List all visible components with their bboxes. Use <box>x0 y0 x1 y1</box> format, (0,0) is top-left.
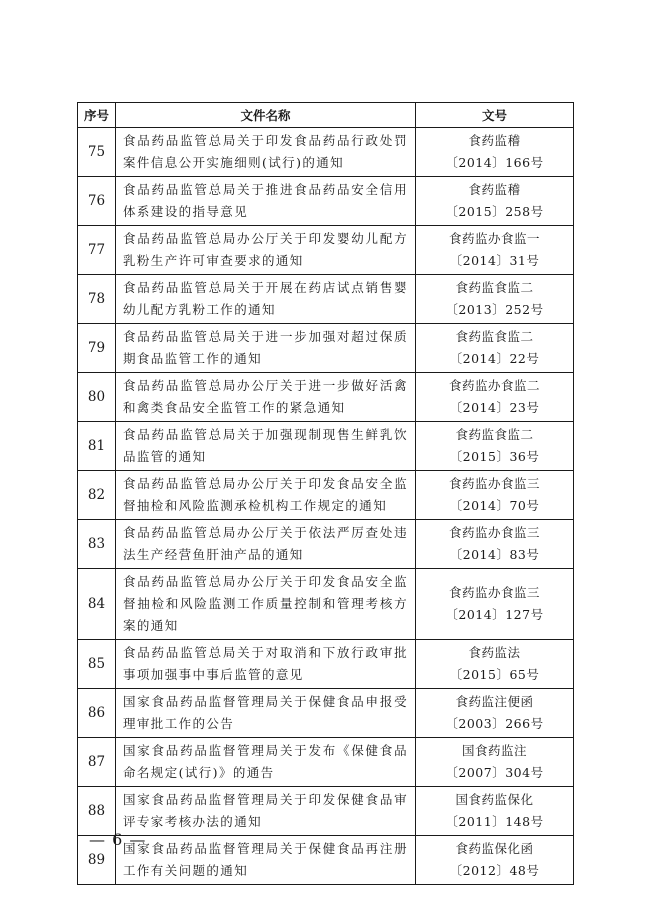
row-document-code <box>416 520 574 569</box>
table-row <box>78 373 574 422</box>
row-document-name: 食品药品监管总局关于开展在药店试点销售婴幼儿配方乳粉工作的通知 <box>116 275 416 324</box>
row-document-code <box>416 324 574 373</box>
header-serial-number: 序号 <box>78 103 116 128</box>
document-code-prefix: 食药监食监二 <box>455 329 534 344</box>
header-document-name: 文件名称 <box>116 103 416 128</box>
row-document-code <box>416 471 574 520</box>
document-code-prefix: 食药监稽 <box>468 133 521 148</box>
row-document-name: 食品药品监管总局办公厅关于印发婴幼儿配方乳粉生产许可审查要求的通知 <box>116 226 416 275</box>
row-serial-number: 89 <box>78 836 116 885</box>
row-serial-number: 82 <box>78 471 116 520</box>
document-code-prefix: 国食药监保化 <box>455 792 534 807</box>
row-serial-number: 79 <box>78 324 116 373</box>
document-code-number: 〔2015〕36号 <box>449 449 540 464</box>
row-serial-number: 77 <box>78 226 116 275</box>
table-row <box>78 177 574 226</box>
document-code-prefix: 食药监办食监三 <box>448 476 540 491</box>
row-document-name: 国家食品药品监督管理局关于保健食品申报受理审批工作的公告 <box>116 689 416 738</box>
row-document-code <box>416 569 574 640</box>
document-code-number: 〔2013〕252号 <box>445 302 544 317</box>
document-code-number: 〔2014〕83号 <box>449 547 540 562</box>
document-code-number: 〔2007〕304号 <box>445 765 544 780</box>
document-code-number: 〔2014〕23号 <box>449 400 540 415</box>
document-code-prefix: 食药监保化函 <box>455 841 534 856</box>
table-row <box>78 569 574 640</box>
row-document-name: 国家食品药品监督管理局关于印发保健食品审评专家考核办法的通知 <box>116 787 416 836</box>
row-document-code <box>416 689 574 738</box>
row-serial-number: 75 <box>78 128 116 177</box>
table-row <box>78 275 574 324</box>
table-row <box>78 787 574 836</box>
document-code-prefix: 食药监法 <box>468 645 521 660</box>
row-document-code <box>416 177 574 226</box>
table-row <box>78 738 574 787</box>
row-serial-number: 84 <box>78 569 116 640</box>
row-serial-number: 87 <box>78 738 116 787</box>
row-document-name: 食品药品监管总局办公厅关于印发食品安全监督抽检和风险监测承检机构工作规定的通知 <box>116 471 416 520</box>
row-document-code <box>416 836 574 885</box>
document-table <box>77 102 574 885</box>
document-code-prefix: 国食药监注 <box>461 743 527 758</box>
document-code-prefix: 食药监稽 <box>468 182 521 197</box>
document-code-number: 〔2014〕70号 <box>449 498 540 513</box>
row-document-code <box>416 128 574 177</box>
document-code-prefix: 食药监办食监二 <box>448 378 540 393</box>
row-document-name: 食品药品监管总局关于进一步加强对超过保质期食品监管工作的通知 <box>116 324 416 373</box>
document-code-prefix: 食药监办食监三 <box>448 585 540 600</box>
document-code-number: 〔2014〕31号 <box>449 253 540 268</box>
table-row <box>78 640 574 689</box>
document-code-number: 〔2012〕48号 <box>449 863 540 878</box>
document-code-prefix: 食药监食监二 <box>455 280 534 295</box>
row-document-code <box>416 640 574 689</box>
row-document-code <box>416 422 574 471</box>
row-document-code <box>416 373 574 422</box>
row-document-name: 食品药品监管总局关于印发食品药品行政处罚案件信息公开实施细则(试行)的通知 <box>116 128 416 177</box>
table-body <box>78 128 574 885</box>
table-header-row <box>78 103 574 128</box>
row-serial-number: 86 <box>78 689 116 738</box>
row-serial-number: 81 <box>78 422 116 471</box>
row-serial-number: 85 <box>78 640 116 689</box>
row-document-name: 食品药品监管总局办公厅关于印发食品安全监督抽检和风险监测工作质量控制和管理考核方案的通知 <box>116 569 416 640</box>
row-document-code <box>416 226 574 275</box>
row-document-name: 食品药品监管总局关于对取消和下放行政审批事项加强事中事后监管的意见 <box>116 640 416 689</box>
table-row <box>78 422 574 471</box>
document-code-number: 〔2014〕166号 <box>445 155 544 170</box>
table-row <box>78 226 574 275</box>
document-code-number: 〔2014〕127号 <box>445 607 544 622</box>
document-code-prefix: 食药监注便函 <box>455 694 534 709</box>
row-document-name: 食品药品监管总局关于加强现制现售生鲜乳饮品监管的通知 <box>116 422 416 471</box>
table-row <box>78 520 574 569</box>
page-number: — 6 — <box>89 830 147 849</box>
row-document-code <box>416 787 574 836</box>
row-serial-number: 83 <box>78 520 116 569</box>
row-serial-number: 80 <box>78 373 116 422</box>
table-row <box>78 324 574 373</box>
table-row <box>78 689 574 738</box>
document-code-prefix: 食药监办食监三 <box>448 525 540 540</box>
row-document-name: 国家食品药品监督管理局关于发布《保健食品命名规定(试行)》的通告 <box>116 738 416 787</box>
row-document-code <box>416 738 574 787</box>
table-row <box>78 471 574 520</box>
header-document-code: 文号 <box>416 103 574 128</box>
table-row <box>78 836 574 885</box>
row-document-name: 国家食品药品监督管理局关于保健食品再注册工作有关问题的通知 <box>116 836 416 885</box>
document-code-number: 〔2011〕148号 <box>445 814 544 829</box>
document-code-prefix: 食药监办食监一 <box>448 231 540 246</box>
row-serial-number: 78 <box>78 275 116 324</box>
row-serial-number: 76 <box>78 177 116 226</box>
row-document-name: 食品药品监管总局办公厅关于进一步做好活禽和禽类食品安全监管工作的紧急通知 <box>116 373 416 422</box>
document-code-number: 〔2014〕22号 <box>449 351 540 366</box>
document-code-number: 〔2015〕258号 <box>445 204 544 219</box>
document-code-number: 〔2015〕65号 <box>449 667 540 682</box>
table-row <box>78 128 574 177</box>
row-serial-number: 88 <box>78 787 116 836</box>
document-code-number: 〔2003〕266号 <box>445 716 544 731</box>
row-document-name: 食品药品监管总局办公厅关于依法严厉查处违法生产经营鱼肝油产品的通知 <box>116 520 416 569</box>
row-document-name: 食品药品监管总局关于推进食品药品安全信用体系建设的指导意见 <box>116 177 416 226</box>
document-code-prefix: 食药监食监二 <box>455 427 534 442</box>
row-document-code <box>416 275 574 324</box>
